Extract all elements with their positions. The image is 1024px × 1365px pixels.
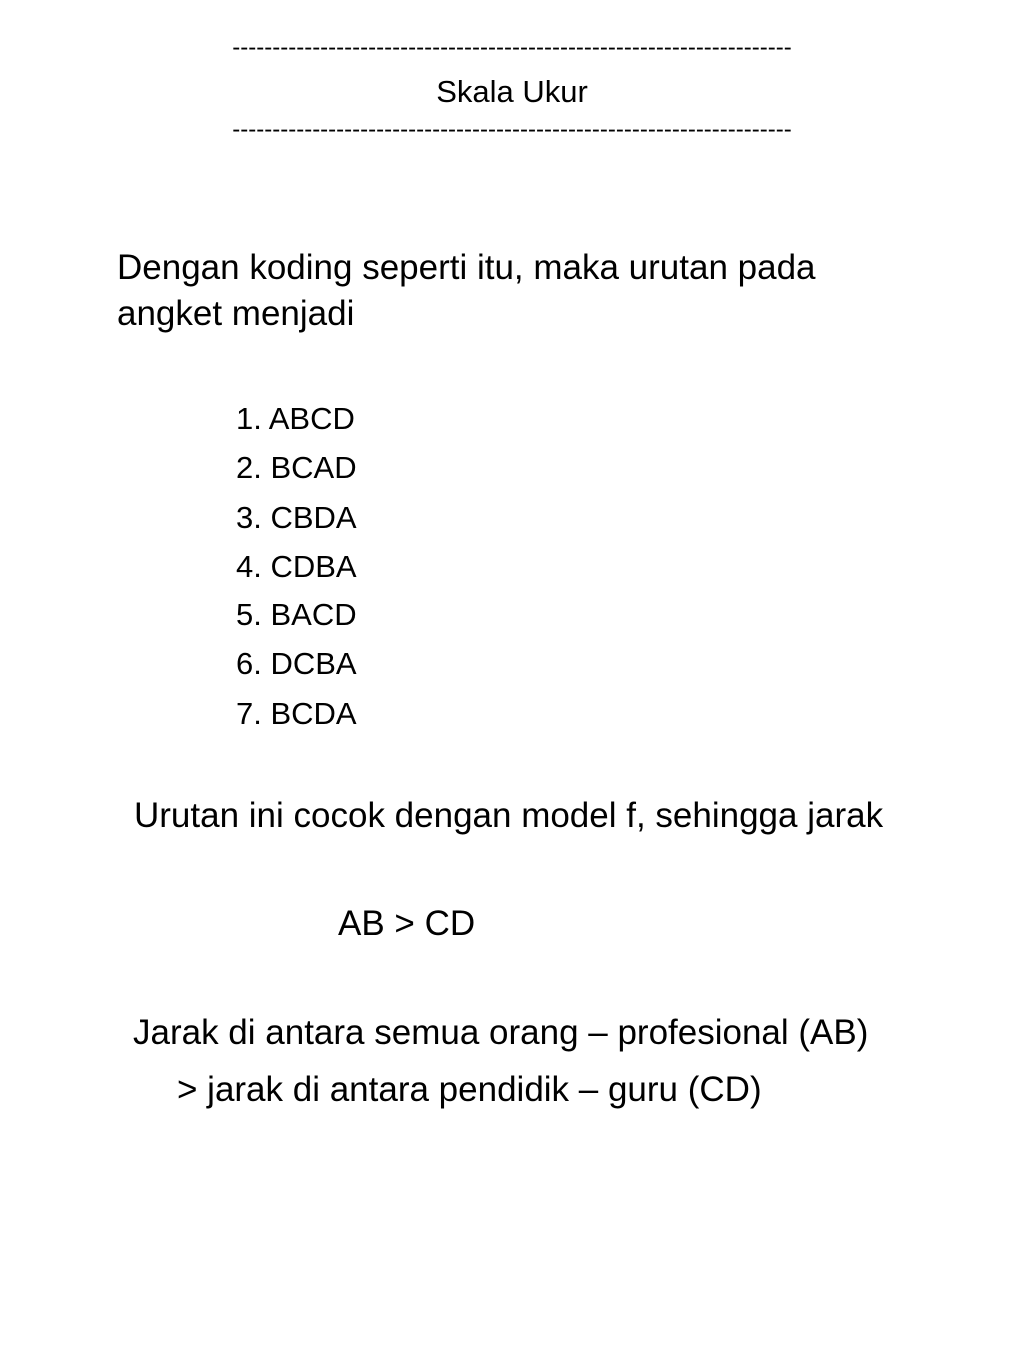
conclusion-line-1: Jarak di antara semua orang – profesional (AB) <box>133 1013 869 1052</box>
intro-line-1: Dengan koding seperti itu, maka urutan pada <box>117 248 816 287</box>
list-item: 1. ABCD <box>236 401 355 436</box>
list-item: 3. CBDA <box>236 500 357 535</box>
header-rule-bottom: ---------------------------------------------------------------------- <box>232 116 792 143</box>
header-title: Skala Ukur <box>436 74 588 109</box>
header-rule-top: ---------------------------------------------------------------------- <box>232 34 792 61</box>
list-item: 6. DCBA <box>236 646 357 681</box>
list-item: 5. BACD <box>236 597 357 632</box>
list-item: 4. CDBA <box>236 549 357 584</box>
formula: AB > CD <box>338 904 476 943</box>
conclusion-line-2: > jarak di antara pendidik – guru (CD) <box>177 1070 762 1109</box>
list-item: 7. BCDA <box>236 696 357 731</box>
statement: Urutan ini cocok dengan model f, sehingga jarak <box>134 796 884 835</box>
list-item: 2. BCAD <box>236 450 357 485</box>
intro-line-2: angket menjadi <box>117 294 355 333</box>
